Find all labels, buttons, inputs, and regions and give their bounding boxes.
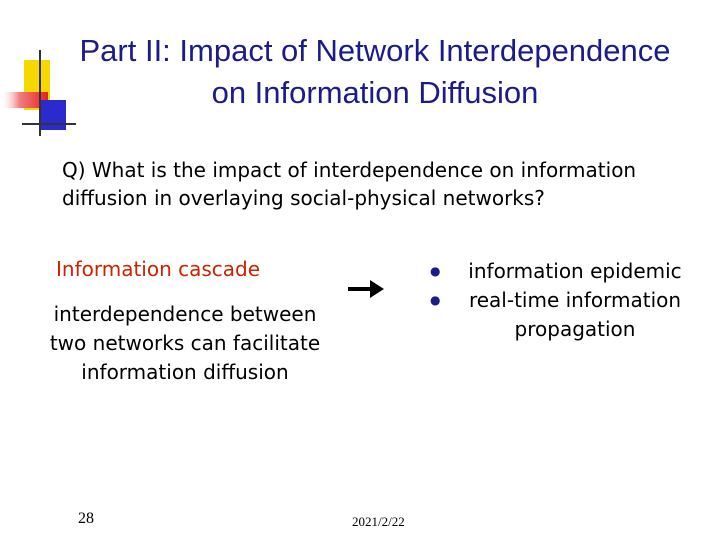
interdependence-statement bbox=[20, 300, 350, 387]
list-item bbox=[430, 257, 700, 286]
bullet-dot-icon: ● bbox=[430, 264, 441, 278]
information-cascade-label: Information cascade bbox=[56, 257, 261, 281]
interdependence-line-2: two networks can facilitate bbox=[49, 331, 321, 355]
bullet-dot-icon: ● bbox=[430, 293, 441, 307]
title-line-2: on Information Diffusion bbox=[211, 75, 539, 110]
list-item bbox=[430, 286, 700, 344]
interdependence-line-1: interdependence between bbox=[53, 302, 317, 326]
right-arrow-icon bbox=[348, 278, 384, 300]
outcome-bullet-list bbox=[430, 257, 700, 344]
question-line-2: diffusion in overlaying social-physical networks? bbox=[62, 186, 545, 210]
research-question bbox=[62, 156, 702, 212]
slide-title bbox=[40, 30, 710, 114]
page-number: 28 bbox=[78, 510, 94, 527]
interdependence-line-3: information diffusion bbox=[81, 360, 289, 384]
bullet-text-realtime bbox=[450, 286, 700, 344]
bullet-text-epidemic: information epidemic bbox=[468, 259, 682, 283]
question-line-1: Q) What is the impact of interdependence on information bbox=[62, 158, 637, 182]
bullet-text-line-2: propagation bbox=[514, 317, 636, 341]
title-line-1: Part II: Impact of Network Interdependence bbox=[79, 33, 671, 68]
slide-date: 2021/2/22 bbox=[352, 514, 405, 529]
bullet-text-line-1: real-time information bbox=[468, 288, 682, 312]
